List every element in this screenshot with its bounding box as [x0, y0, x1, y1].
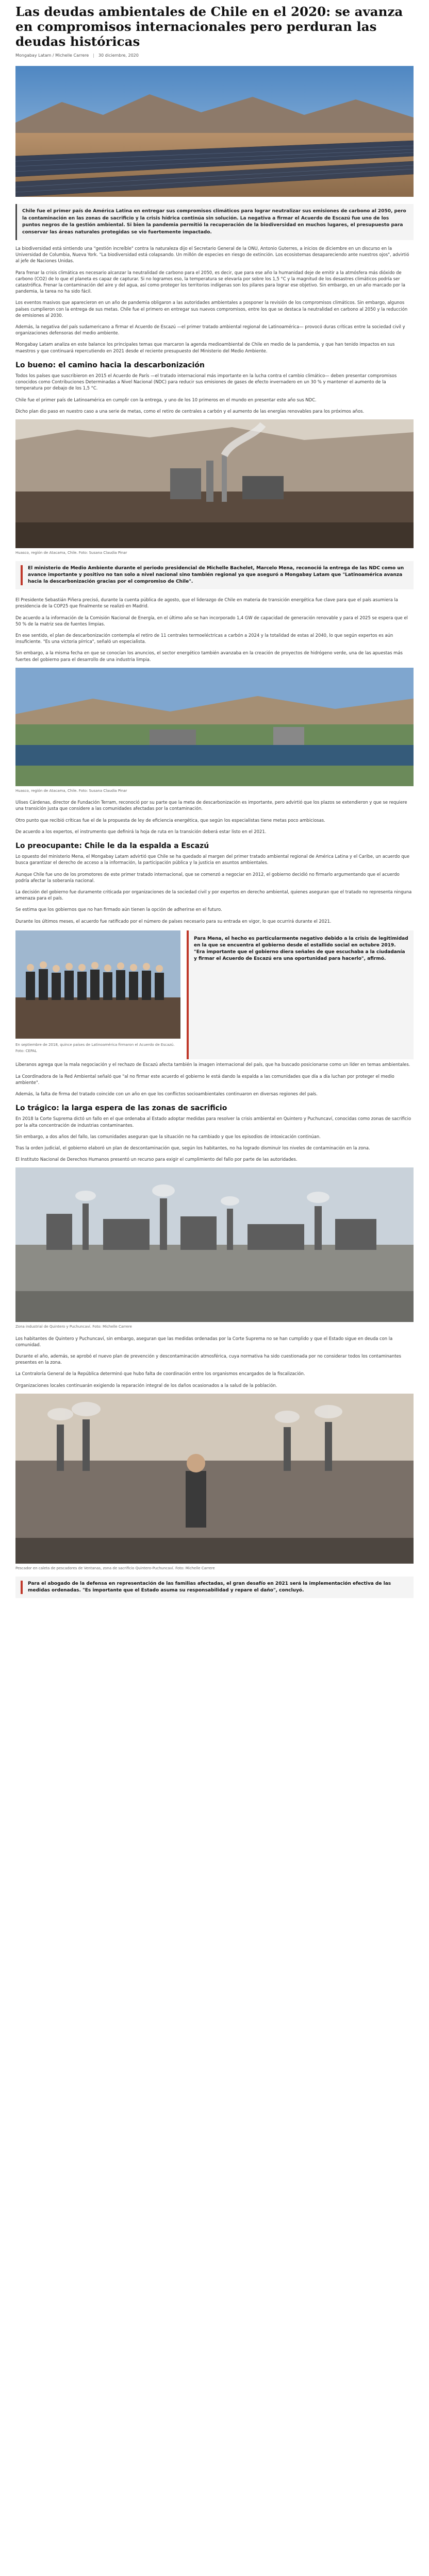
- body-paragraph: Tras la orden judicial, el gobierno elaboró un plan de descontaminación que, según los habitantes, no ha logrado disminuir los niveles de contaminación en la zona.: [15, 1145, 370, 1150]
- pullquote-final: [15, 1577, 414, 1598]
- body-paragraph: El Presidente Sebastián Piñera precisó, durante la cuenta pública de agosto, que el liderazgo de Chile en materia de transición energética fue clave para que el país asumiera la presidencia de la COP25 que finalmente se realizó en Madrid.: [15, 597, 398, 609]
- intro-paragraph: Además, la negativa del país sudamericano a firmar el Acuerdo de Escazú —el primer tratado ambiental regional de Latinoamérica— provocó duras críticas entre la sociedad civil y organizaciones defensoras del medio ambiente.: [15, 324, 405, 336]
- body-paragraph: Otro punto que recibió críticas fue el de la propuesta de ley de eficiencia energética, que según los especialistas tiene metas poco ambiciosas.: [15, 817, 325, 823]
- byline-separator: |: [93, 53, 94, 58]
- intro-paragraph: Para frenar la crisis climática es necesario alcanzar la neutralidad de carbono para el 2050, es decir, que para ese año la humanidad deje de emitir a la atmósfera más dióxido de carbono (CO2) de lo que el planeta es capaz de capturar. Si no logramos eso, la temperatura se elevaría por sobre los 1,5 °C y la magnitud de los desastres climáticos podría ser catastrófica. Frenar la contaminación del aire y del agua, así como proteger los territorios indígenas son los pilares para lograr ese objetivo. Sin embargo, en un año marcado por la pandemia, la tarea no ha sido fácil.: [15, 269, 406, 294]
- figure-huasco-1: [15, 419, 414, 556]
- body-paragraph: Los habitantes de Quintero y Puchuncaví, sin embargo, aseguran que las medidas ordenadas por la Corte Suprema no se han cumplido y que el Estado sigue en deuda con la comunidad.: [15, 1335, 393, 1347]
- figure-caption: Huasco, región de Atacama, Chile. Foto: Susana Claudia Pinar: [15, 788, 127, 793]
- figure-caption: Zona industrial de Quintero y Puchuncaví. Foto: Michelle Carrere: [15, 1325, 132, 1329]
- body-paragraph: Dicho plan dio paso en nuestro caso a una serie de metas, como el retiro de centrales a carbón y el aumento de las energías renovables para los próximos años.: [15, 408, 365, 414]
- figure-caption: Pescador en caleta de pescadores de Ventanas, zona de sacrificio Quintero-Puchuncaví. Foto: Michelle Carrere: [15, 1566, 215, 1570]
- escazu-figure: [15, 930, 180, 1060]
- body-paragraph: Además, la falta de firma del tratado coincide con un año en que los conflictos socioambientales continuaron en diversas regiones del país.: [15, 1091, 318, 1096]
- body-paragraph: En 2018 la Corte Suprema dictó un fallo en el que ordenaba al Estado adoptar medidas para resolver la crisis ambiental en Quintero y Puchuncaví, conocidas como zonas de sacrificio por la alta concentración de industrias contaminantes.: [15, 1116, 411, 1128]
- quote-text: El ministerio de Medio Ambiente durante el periodo presidencial de Michelle Bachelet, Marcelo Mena, reconoció la entrega de las NDC como un avance importante y positivo no tan solo a nivel nacional sino también regional ya que aseguró a Mongabay Latam que "Latinoamérica avanza hacia la descarbonización gracias por el compromiso de Chile".: [28, 566, 404, 585]
- quote-rule: [21, 565, 23, 585]
- intro-paragraph: La biodiversidad está sintiendo una "gestión increíble" contra la naturaleza dijo el Secretario General de la ONU, Antonio Guterres, a inicios de diciembre en un discurso en la Universidad de Columbia, Nueva York. "La biodiversidad está colapsando. Un millón de especies en riesgo de extinción. Los ecosistemas desapareciendo ante nuestros ojos", advirtió al jefe de Naciones Unidas.: [15, 246, 409, 264]
- publish-date: 30 diciembre, 2020: [98, 53, 139, 58]
- escazu-signing-photo: [15, 930, 180, 1039]
- quote-text: Para el abogado de la defensa en representación de las familias afectadas, el gran desafío en 2021 será la implementación efectiva de las medidas ordenadas. "Es importante que el Estado asuma su responsabilidad y repare el daño", concluyó.: [28, 1581, 391, 1593]
- body-paragraph: Durante el año, además, se aprobó el nuevo plan de prevención y descontaminación atmosférica, cuya normativa ha sido cuestionada por no considerar todos los contaminantes presentes en la zona.: [15, 1353, 402, 1365]
- body-paragraph: De acuerdo a la información de la Comisión Nacional de Energía, en el último año se han incorporado 1,4 GW de capacidad de generación renovable y para el 2025 se espera que el 50 % de la matriz sea de fuentes limpias.: [15, 615, 408, 626]
- huasco-landscape-photo: [15, 668, 414, 786]
- article-body: [0, 245, 429, 1616]
- body-paragraph: Durante los últimos meses, el acuerdo fue ratificado por el número de países necesario para su entrada en vigor, lo que ocurrirá durante el 2021.: [15, 918, 332, 924]
- author-name[interactable]: Mongabay Latam / Michelle Carrere: [15, 53, 89, 58]
- body-paragraph: Lo opuesto del ministerio Mena, el Mongabay Latam advirtió que Chile se ha quedado al margen del primer tratado ambiental regional de América Latina y el Caribe, un acuerdo que busca garantizar el derecho de acceso a la información, la participación pública y la justicia en asuntos ambientales.: [15, 854, 410, 866]
- quote-rule: [21, 1581, 23, 1594]
- figure-huasco-2: [15, 668, 414, 794]
- footer-spacer: [15, 1605, 414, 1616]
- body-paragraph: Chile fue el primer país de Latinoamérica en cumplir con la entrega, y uno de los 10 primeros en el mundo en presentar este año sus NDC.: [15, 397, 317, 402]
- article-lead: Chile fue el primer país de América Latina en entregar sus compromisos climáticos para lograr neutralizar sus emisiones de carbono al 2050, pero la contaminación en las zonas de sacrificio y la crisis hídrica continúa sin solución. La negativa a firmar el Acuerdo de Escazú fue uno de los puntos negros de la gestión ambiental. Si bien la pandemia permitió la recuperación de la biodiversidad en muchos lugares, el presupuesto para conservar las áreas naturales protegidas se vio fuertemente impactado.: [15, 204, 414, 240]
- body-paragraph: En ese sentido, el plan de descarbonización contempla el retiro de 11 centrales termoeléctricas a carbón a 2024 y la totalidad de estas al 2040, lo que según expertos es aún insuficiente. "Es una victoria pírrica", señaló un especialista.: [15, 633, 393, 645]
- intro-paragraph: Los eventos masivos que aparecieron en un año de pandemia obligaron a las autoridades ambientales a posponer la revisión de los compromisos climáticos. Sin embargo, algunos países cumplieron con la entrega de sus metas. Chile fue el primero en entregar sus nuevos compromisos, entre los que se destaca la neutralidad en carbono al 2050 y la reducción de emisiones al 2030.: [15, 300, 408, 318]
- figure-ventanas: [15, 1394, 414, 1571]
- article-header: [0, 0, 429, 66]
- body-paragraph: Ulises Cárdenas, director de Fundación Terram, reconoció por su parte que la meta de descarbonización es importante, pero advirtió que los plazos se extendieron y que se requiere una transición justa que considere a las comunidades afectadas por la contaminación.: [15, 800, 407, 811]
- body-paragraph: Se estima que los gobiernos que no han firmado aún tienen la opción de adherirse en el futuro.: [15, 907, 222, 912]
- figure-caption: En septiembre de 2018, quince países de Latinoamérica firmaron el Acuerdo de Escazú. Foto: CEPAL: [15, 1042, 175, 1054]
- hero-image: [15, 66, 414, 197]
- section-heading: Lo trágico: la larga espera de las zonas de sacrificio: [15, 1104, 227, 1113]
- figure-quintero: [15, 1167, 414, 1330]
- body-paragraph: Liberanos agrega que la mala negociación y el rechazo de Escazú afecta también la imagen internacional del país, que ha buscado posicionarse como un líder en temas ambientales.: [15, 1062, 410, 1067]
- quintero-industrial-photo: [15, 1167, 414, 1322]
- ventanas-fisherman-photo: [15, 1394, 414, 1564]
- body-paragraph: La Coordinadora de la Red Ambiental señaló que "al no firmar este acuerdo el gobierno le está dando la espalda a las comunidades que día a día luchan por proteger el medio ambiente".: [15, 1073, 394, 1085]
- article-title: Las deudas ambientales de Chile en el 2020: se avanza en compromisos internacionales pero perduran las deudas históricas: [15, 4, 403, 49]
- body-paragraph: Organizaciones locales continuarán exigiendo la reparación integral de los daños ocasionados a la salud de la población.: [15, 1382, 277, 1388]
- body-paragraph: Sin embargo, a la misma fecha en que se conocían los anuncios, el sector energético también avanzaba en la creación de proyectos de hidrógeno verde, una de las apuestas más fuertes del gobierno para el desarrollo de una industria limpia.: [15, 650, 403, 662]
- body-paragraph: Todos los países que suscribieron en 2015 el Acuerdo de París —el tratado internacional más importante en la lucha contra el cambio climático— deben presentar compromisos conocidos como Contribuciones Determinadas a Nivel Nacional (NDC) para reducir sus emisiones de gases de efecto invernadero en un 30 % y mantener el aumento de la temperatura por debajo de los 1,5 °C.: [15, 373, 397, 391]
- body-paragraph: Aunque Chile fue uno de los promotores de este primer tratado internacional, que se comenzó a negociar en 2012, el gobierno decidió no firmarlo argumentando que el acuerdo podría afectar la soberanía nacional.: [15, 871, 400, 883]
- body-paragraph: La decisión del gobierno fue duramente criticada por organizaciones de la sociedad civil y por expertos en derecho ambiental, quienes aseguran que el tratado no representa ninguna amenaza para el país.: [15, 889, 412, 901]
- body-paragraph: El Instituto Nacional de Derechos Humanos presentó un recurso para exigir el cumplimiento del fallo por parte de las autoridades.: [15, 1157, 298, 1162]
- section-heading: Lo bueno: el camino hacia la descarbonización: [15, 361, 205, 369]
- huasco-photo: [15, 419, 414, 548]
- escazu-figure-row: [15, 930, 414, 1060]
- pullquote-escazu: Para Mena, el hecho es particularmente negativo debido a la crisis de legitimidad en la que se encuentra el gobierno desde el estallido social en octubre 2019. "Era importante que el gobierno diera señales de que escuchaba a la ciudadanía y firmar el Acuerdo de Escazú era una oportunidad para hacerlo", afirmó.: [187, 930, 414, 1060]
- body-paragraph: Sin embargo, a dos años del fallo, las comunidades aseguran que la situación no ha cambiado y que los episodios de intoxicación continúan.: [15, 1133, 321, 1139]
- pullquote: [15, 561, 414, 589]
- figure-caption: Huasco, región de Atacama, Chile. Foto: Susana Claudia Pinar: [15, 551, 127, 555]
- body-paragraph: La Contraloría General de la República determinó que hubo falta de coordinación entre los organismos encargados de la fiscalización.: [15, 1371, 305, 1377]
- byline: [15, 53, 414, 58]
- body-paragraph: De acuerdo a los expertos, el instrumento que definirá la hoja de ruta en la transición deberá estar listo en el 2021.: [15, 828, 267, 834]
- intro-paragraph: Mongabay Latam analiza en este balance los principales temas que marcaron la agenda medioambiental de Chile en medio de la pandemia, y que han tenido impactos en sus maestros y que continuará repercutiendo en 2021 desde el reciente presupuesto del Ministerio del Medio Ambiente.: [15, 342, 395, 353]
- section-heading: Lo preocupante: Chile le da la espalda a Escazú: [15, 841, 209, 850]
